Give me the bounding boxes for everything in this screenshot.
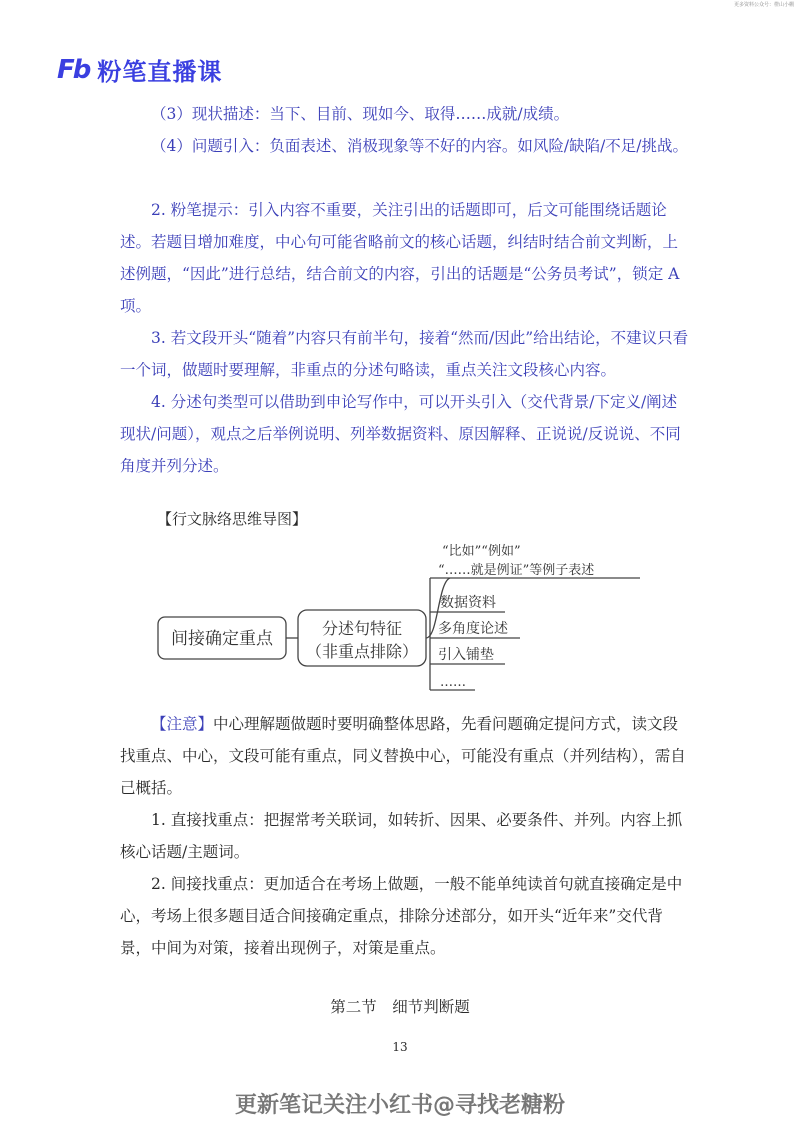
logo-mark: Fb — [57, 54, 90, 85]
mindmap-leaf-examples-1: “比如”“例如” — [442, 544, 521, 559]
paragraph-attention — [120, 708, 690, 804]
paragraph-suizhe: 3. 若文段开头“随着”内容只有前半句，接着“然而/因此”给出结论，不建议只看一个词，做题时要理解，非重点的分述句略读，重点关注文段核心内容。 — [120, 329, 689, 379]
corner-note: 更多资料公众号：橙山小棚 — [733, 2, 794, 8]
paragraph-problem-intro: （4）问题引入：负面表述、消极现象等不好的内容。如风险/缺陷/不足/挑战。 — [151, 137, 689, 155]
paragraph-shenlun: 4. 分述句类型可以借助到申论写作中，可以开头引入（交代背景/下定义/阐述现状/问题），观点之后举例说明、列举数据资料、原因解释、正说说/反说说、不同角度并列分述。 — [120, 393, 681, 475]
mindmap-leaf-data: 数据资料 — [440, 595, 496, 611]
mindmap-title: 【行文脉络思维导图】 — [157, 510, 308, 528]
attention-tag: 【注意】 — [151, 715, 214, 733]
paragraph-status-description: （3）现状描述：当下、目前、现如今、取得……成就/成绩。 — [151, 105, 570, 123]
page-number: 13 — [392, 1040, 408, 1054]
attention-text: 中心理解题做题时要明确整体思路，先看问题确定提问方式，读文段找重点、中心，文段可能有重点，同义替换中心，可能没有重点（并列结构），需自己概括。 — [120, 715, 686, 797]
mindmap-mid-label-1: 分述句特征 — [321, 619, 403, 638]
mindmap-mid-label-2: （非重点排除） — [305, 642, 419, 661]
footer-watermark: 更新笔记关注小红书@寻找老糖粉 — [234, 1093, 565, 1118]
logo-text: 粉笔直播课 — [97, 58, 223, 86]
mindmap-leaf-examples-2: “……就是例证”等例子表述 — [438, 563, 595, 578]
paragraph-tip: 2. 粉笔提示：引入内容不重要，关注引出的话题即可，后文可能围绕话题论述。若题目增加难度，中心句可能省略前文的核心话题，纠结时结合前文判断，上述例题，“因此”进行总结，结合前文的内容，引出的话题是“公务员考试”，锁定 A 项。 — [120, 201, 680, 315]
paragraph-direct-focus: 1. 直接找重点：把握常考关联词，如转折、因果、必要条件、并列。内容上抓核心话题/主题词。 — [120, 811, 683, 861]
mindmap-diagram — [150, 540, 650, 695]
mindmap-leaf-intro: 引入铺垫 — [438, 647, 494, 663]
brand-logo — [57, 52, 222, 87]
mindmap-leaf-more: …… — [440, 675, 466, 690]
mindmap-root-label: 间接确定重点 — [171, 629, 273, 649]
paragraph-indirect-focus: 2. 间接找重点：更加适合在考场上做题，一般不能单纯读首句就直接确定是中心，考场上很多题目适合间接确定重点，排除分述部分，如开头“近年来”交代背景，中间为对策，接着出现例子，对策是重点。 — [120, 875, 683, 957]
mindmap-leaf-multi-angle: 多角度论述 — [438, 621, 508, 637]
section-title: 第二节 细节判断题 — [330, 998, 470, 1016]
mindmap — [150, 540, 650, 699]
